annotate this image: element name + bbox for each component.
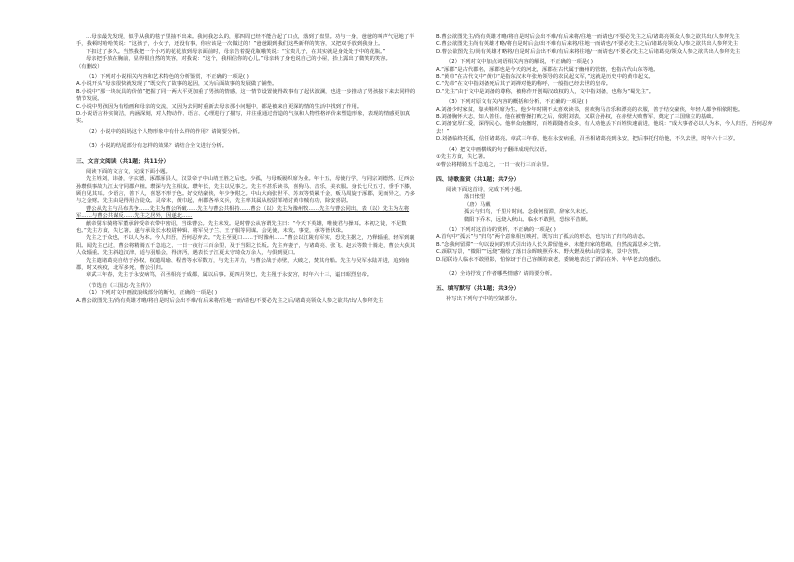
question-title: （3）下列对原文有关内容的概括和分析，不正确的一项是( ) bbox=[446, 99, 588, 106]
poem-line: 微阳下乔木，远烧入秋山。临水不敢照，恐惊平昔颜。 bbox=[464, 216, 592, 223]
question-title: （2）小说中的妈妈这个人物形象中有什么样的作用？请简要分析。 bbox=[86, 128, 243, 135]
question-option: C.颈联写景，“微阳”“远烧”描绘了落日余晖映照乔木、野火燃及秋山的景象，景中含情。 bbox=[436, 249, 644, 256]
question-title: （3）小说的结尾部分有怎样的效果？请结合全文进行分析。 bbox=[86, 143, 228, 150]
question-title: （1）下列对文中画波浪线部分的断句，正确的一项是( ) bbox=[86, 290, 218, 297]
question-option: D.曹公欲图先主/尚有英雄才略将/自是时后会出不难/有后来将往地/一而请也/不要必/先主之后诸葛亮/领众人参之欲共出人参拜先主 bbox=[436, 48, 741, 55]
question-title: （2）下列对文中加点词语相关内容的解说，不正确的一项是( ) bbox=[446, 59, 593, 66]
question-title: （1）下列对小说相关内容和艺术特色的分析鉴赏，不正确的一项是( ) bbox=[86, 74, 249, 81]
question-option: D.“先主”由于文中是刘备的尊称，被称作开创蜀汉政权的人，文中指刘备，也称为“蜀先主”。 bbox=[436, 88, 655, 95]
wenyan-paragraph: 献帝舅车骑将军董承辞受帝衣带中密诏，当诛曹公。先主未发。是时曹公从容谓先主曰：“今天下英雄，唯使君与操耳。本初之徒，不足数也。”先主方食，失匕箸。遂与承及长水校尉种辑、将军吴子兰、王子服等同谋。会见使，未发。事觉，承等皆伏诛。 bbox=[76, 220, 407, 234]
translation-item: ②曹公将精骑五千急追之，一日一夜行三百余里。 bbox=[436, 161, 552, 168]
question-title: （2）全诗抒发了作者哪些情感？请简要分析。 bbox=[446, 270, 556, 277]
wenyan-paragraph: 章武三年春，先主于永安病笃，召丞相亮于成都，属以后事。夏四月癸巳，先主殂于永安宫，时年六十三，谥曰昭烈皇帝。 bbox=[86, 272, 373, 279]
question-option: A.首句中“孤云”与“归鸟”两个意象相互映衬，既写出了孤云的形态，也写出了归鸟的动态。 bbox=[436, 234, 649, 241]
reading-lead: 阅读下面的文言文，完成下面小题。 bbox=[86, 168, 171, 175]
question-option: A.刘备少时家贫，靠卖鞋织席为生。他少年时期不太喜欢读书，喜欢狗马音乐和漂亮的衣服，善于结交豪侠，年轻人都争相依附他。 bbox=[436, 106, 744, 113]
question-option: B.刘备胸怀大志，知人善任。他在被曹操打败之后，依附刘表，又联合孙权，在赤壁大败曹军，奠定了三国鼎立的基础。 bbox=[436, 114, 717, 121]
question-option: D.刘备临终托孤，信任诸葛亮。章武三年春，他在永安病重，召丞相诸葛亮到永安，把后事托付给他，不久去世，时年六十三岁。 bbox=[436, 136, 739, 143]
question-option: C.曹公欲图先主尚有英雄才略/将自是时后会/出不难有后来将/往地一而请也/不要必先主之后/诸葛亮领众人/参之欲共出人参拜先主 bbox=[436, 41, 739, 48]
section-heading: 五、填写默写（共1题；共3分） bbox=[436, 286, 520, 293]
section-heading: 四、诗歌鉴赏（共1题；共7分） bbox=[436, 176, 520, 183]
question-option: A.“涿郡”是古代郡名，涿郡也是今天的河北，涿郡在古代属于幽州的管辖，也指古代山东等地。 bbox=[436, 66, 659, 73]
poem-line: 孤云与归鸟，千里片时间。念我何留滞，辞家久未还。 bbox=[464, 209, 592, 216]
question-option: C.刘备宽厚仁爱，深得民心。他率众南撤时，百姓跟随者众多，有人劝他丢下百姓快速前进，他说：“成大事者必以人为本，今人归吾，吾何忍弃去！” bbox=[436, 121, 773, 135]
wenyan-wavy-line: 曹公从先主与吕布共争……先主为曹公所破……先主与曹公共相持……曹公（以）先主为豫州牧……先主与曹公同出，表（以）先主为左将军……与曹公共谋反……先主之居外，因遂北…… bbox=[76, 205, 410, 220]
wenyan-paragraph: 先主遣诸葛亮自结于孙权，权遣周瑜、程普等水军数万，与先主并力，与曹公战于赤壁，大破之，焚其舟船。先主与吴军水陆并进，追到南郡，时又疾疫，北军多死，曹公引归。 bbox=[76, 257, 410, 271]
question-option: B.曹公欲图先主/尚有英雄才略/将自是时后会出不难/有后来将/往地一而请也/不要必先主之后/诸葛亮领众人参之欲共出/人参拜先主 bbox=[436, 34, 740, 40]
translation-item: ①先主方食，失匕箸。 bbox=[436, 154, 489, 161]
fill-lead: 补写出下列句子中的空缺部分。 bbox=[446, 296, 521, 303]
story-paragraph: 下扣过了多久。当然我把一个小巧的花花放到母亲面前时，母亲告着提花瓶哦笑说：“宝贵儿子，在其实就是身处处于中的花瓶。” bbox=[86, 48, 386, 55]
question-option: C.小说中男孩因为有绘画和母亲的交流，又因为去同时重新去母亲那小问题中，都是被来自更深的情的生活中找到了作用。 bbox=[76, 103, 363, 110]
wenyan-paragraph: 先主姓刘，讳备，字玄德，涿郡涿县人，汉景帝子中山靖王胜之后也。少孤，与母贩履织席为业。年十五，母使行学，与同宗刘德然、辽西公孙瓒俱事故九江太守同郡卢植。瓒深与先主相友。瓒年长，先主以兄事之。先主不甚乐读书，喜狗马、音乐，美衣服。身长七尺五寸，垂手下膝，顾自见其耳。少语言，善下人，喜怒不形于色。好交结豪侠，年少争附之。中山大商张世平、苏双等赀累千金，贩马周旋于涿郡，见而异之，乃多与之金财。先主由是得用合徒众。灵帝末，黄巾起，州郡各举义兵，先主率其属从校尉邹靖讨黄巾贼有功，除安喜尉。 bbox=[76, 176, 416, 205]
question-option: C.“先帝”在文中指刘备死后其子刘禅对他的称呼，一般指已经去世的皇帝。 bbox=[436, 81, 612, 88]
question-title: （4）把文中画横线的句子翻译成现代汉语。 bbox=[446, 146, 551, 153]
question-option: D.尾联诗人临水不敢照影，怕惊讶于自己容颜的衰老，委婉地表达了漂泊在外、年华老去的感伤。 bbox=[436, 256, 665, 263]
right-column bbox=[436, 34, 782, 304]
story-paragraph: 母亲把手放在胸前，显得很自然的笑容，对我说：“这个，我相信你的心儿。”母亲转了身也说自己的小屋，抬上露出了微笑的笑容。 bbox=[86, 56, 391, 63]
left-column bbox=[76, 34, 416, 305]
section-heading: 三、文言文阅读（共1题；共11分） bbox=[76, 158, 170, 165]
wenyan-paragraph: 先主之于众也，不以人为本。今人归吾，吾何忍弃去。“先主至夏口……于时豫州……”曹公以江陵有军实，恐先主据之，乃释辎重，轻军到襄阳。闻先主已过，曹公将精骑五千急追之，一日一夜行三百余里，及于当阳之长坂。先主弃妻子，与诸葛亮、张飞、赵云等数十骑走，曹公大获其人众辎重。先主斜趋汉津，适与羽船会，得济沔，遇表长子江夏太守琦众万余人，与俱到夏口。 bbox=[76, 235, 416, 257]
story-paragraph: …母亲最先发现，似乎从我的毯子里抽不出来。我问我怎么的，那四周已经不能合起了口点，落到了盘里。功与一身，爸爸的叫声气冠地了半手，我顿时哈哈笑说：“这孩子，小女子，还没有事，你应该是一次做过的！”爸爸跟到我们这些新样的笑容，又把双手放到我身上。 bbox=[76, 34, 415, 48]
question-option: D.小说语言朴实简洁，内涵深刻，对人物动作、语言、心理进行了描写，并注重通过营造的气氛和人物性格评价来塑造形象，表现的情感更加真实。 bbox=[76, 111, 411, 125]
question-option: B.“黄巾”在古代文中“黄巾“是指东汉末年张角领导的农民起义军，”这就是历史中的黄巾起义。 bbox=[436, 74, 654, 81]
poem-title: 落日怅望 bbox=[464, 194, 486, 201]
poem-author: （唐）马戴 bbox=[464, 201, 491, 208]
question-option: A.曹公欲图先主/尚有英雄才略/将自是时后会出不难/有后来将/往地一而/请也/不要必先主之后/诸葛亮领众人参之欲共/出/人参拜先主 bbox=[76, 297, 384, 304]
wenyan-source: （节选自《三国志·先主传》） bbox=[86, 282, 154, 289]
question-option: B.“念我何留滞”一句以设问的形式引出诗人长久滞留他乡、未能归家的愁绪，自然流露思乡之情。 bbox=[436, 241, 664, 248]
question-title: （1）下列对这首诗的赏析，不正确的一项是( ) bbox=[446, 226, 556, 233]
question-option: A.小说开头“母亲很快就发现了”既交代了故事的起因，又为后面故事的发展做了铺垫。 bbox=[76, 81, 278, 88]
reading-lead: 阅读下面这首诗，完成下列小题。 bbox=[446, 186, 526, 193]
question-option: B.小说中“那一块玩具的价值”把握了同一两大平更加重了男孩的情感，这一情节设置使得故事有了起伏波澜，也进一步推动了男孩接下来去同样的情节发展。 bbox=[76, 88, 416, 103]
story-source: （有删改） bbox=[76, 63, 103, 70]
